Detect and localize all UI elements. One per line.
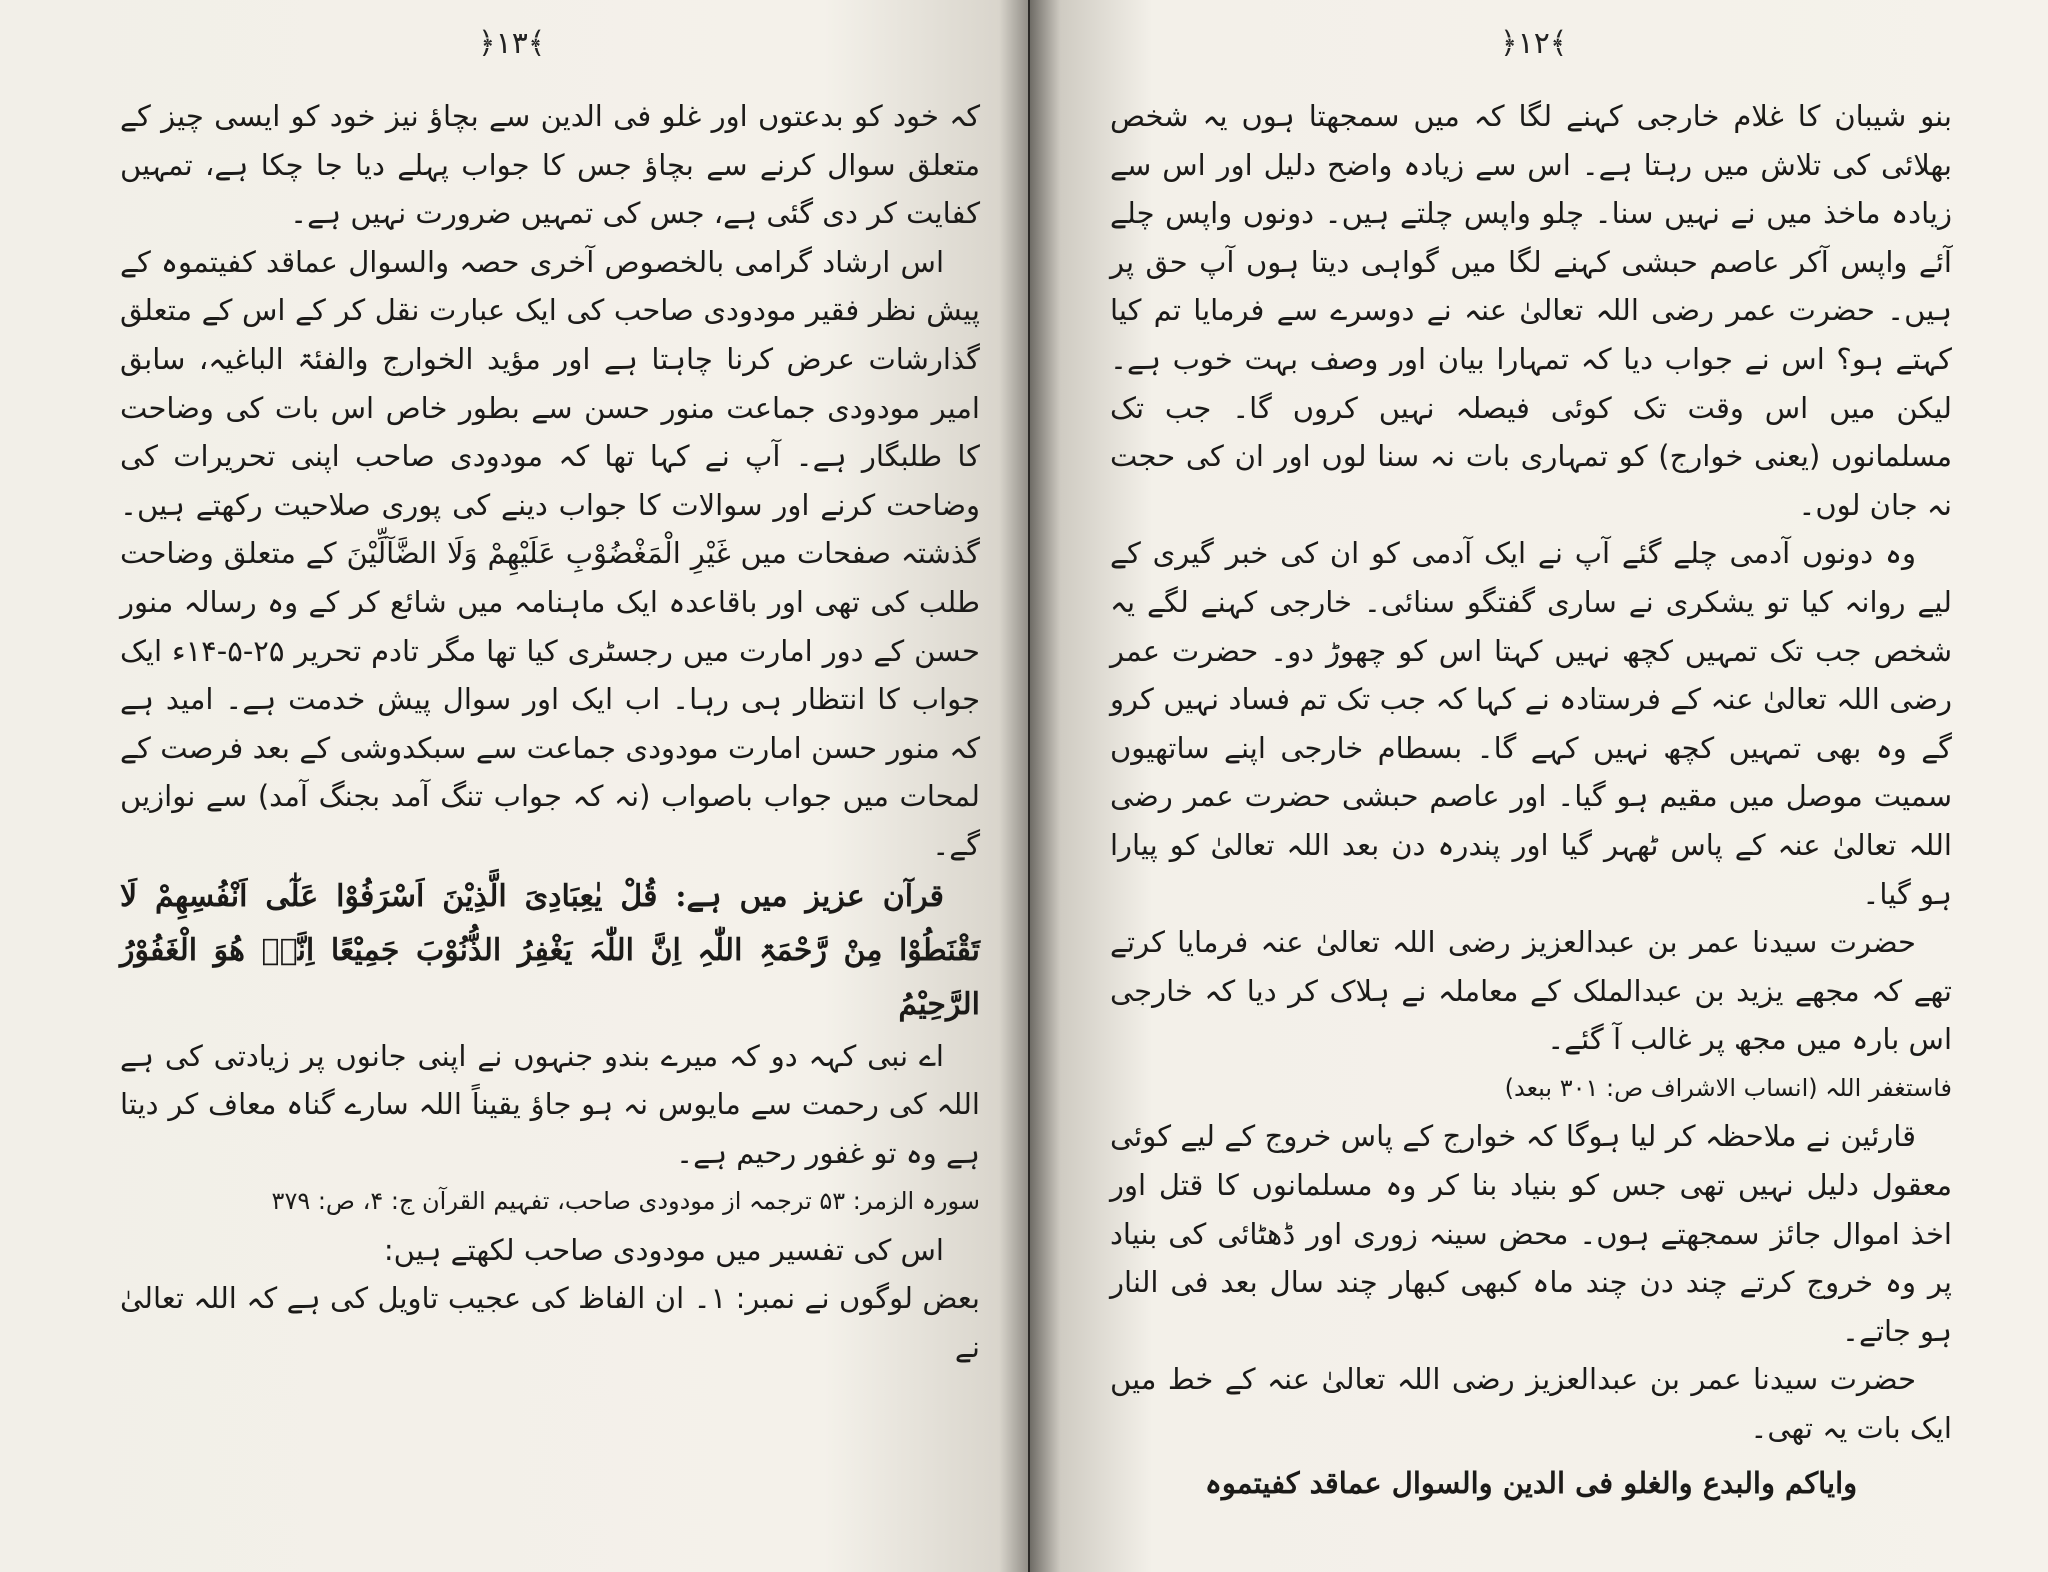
paragraph: کہ خود کو بدعتوں اور غلو فی الدین سے بچاؤ نیز خود کو ایسی چیز کے متعلق سوال کرنے سے بچاؤ جس کا جواب پہلے دیا جا چکا ہے، تمہیں کفایت کر دی گئی ہے، جس کی تمہیں ضرورت نہیں ہے۔ — [120, 99, 980, 231]
quran-verse: قرآن عزیز میں ہے: قُلْ یٰعِبَادِیَ الَّذِیْنَ اَسْرَفُوْا عَلٰٓی اَنْفُسِھِمْ لَا تَقْنَطُوْا مِنْ رَّحْمَۃِ اللّٰہِ اِنَّ اللّٰہَ یَغْفِرُ الذُّنُوْبَ جَمِیْعًا اِنَّہٗ ھُوَ الْغَفُوْرُ الرَّحِیْمُ — [120, 878, 980, 1022]
paragraph: قارئین نے ملاحظہ کر لیا ہوگا کہ خوارج کے پاس خروج کے لیے کوئی معقول دلیل نہیں تھی جس کو بنیاد بنا کر وہ مسلمانوں کا قتل اور اخذ اموال جائز سمجھتے ہوں۔ محض سینہ زوری اور ڈھٹائی کی بنیاد پر وہ خروج کرتے چند دن چند ماہ کبھی کبھار چند سال بعد فی النار ہو جاتے۔ — [1110, 1119, 1952, 1348]
arabic-quote: وایاکم والبدع والغلو فی الدین والسوال عماقد کفیتموہ — [1204, 1465, 1858, 1500]
page-number: ﴿۱۲﴾ — [1500, 26, 1568, 61]
page-text — [1110, 92, 1952, 1507]
right-page — [1030, 0, 2048, 1572]
page-number: ﴿۱۳﴾ — [478, 26, 546, 61]
paragraph: بعض لوگوں نے نمبر: ۱۔ ان الفاظ کی عجیب تاویل کی ہے کہ اللہ تعالیٰ نے — [120, 1281, 980, 1365]
paragraph: حضرت سیدنا عمر بن عبدالعزیز رضی اللہ تعالیٰ عنہ کے خط میں ایک بات یہ تھی۔ — [1110, 1362, 1952, 1446]
translation-paragraph: اے نبی کہہ دو کہ میرے بندو جنہوں نے اپنی جانوں پر زیادتی کی ہے اللہ کی رحمت سے مایوس نہ ہو جاؤ یقیناً اللہ سارے گناہ معاف کر دیتا ہے وہ تو غفور رحیم ہے۔ — [120, 1038, 980, 1170]
paragraph: حضرت سیدنا عمر بن عبدالعزیز رضی اللہ تعالیٰ عنہ فرمایا کرتے تھے کہ مجھے یزید بن عبدالملک کے معاملہ نے ہلاک کر دیا کہ خارجی اس بارہ میں مجھ پر غالب آ گئے۔ — [1110, 925, 1952, 1057]
paragraph: اس کی تفسیر میں مودودی صاحب لکھتے ہیں: — [383, 1232, 944, 1267]
reference-line: سورہ الزمر: ۵۳ ترجمہ از مودودی صاحب، تفہیم القرآن ج: ۴، ص: ۳۷۹ — [271, 1187, 980, 1216]
paragraph: اس ارشاد گرامی بالخصوص آخری حصہ والسوال عماقد کفیتموہ کے پیش نظر فقیر مودودی صاحب کی ایک عبارت نقل کر کے اس کے متعلق گذارشات عرض کرنا چاہتا ہے اور مؤید الخوارج والفئۃ الباغیہ، سابق امیر مودودی جماعت منور حسن سے بطور خاص اس بات کی وضاحت کا طلبگار ہے۔ آپ نے کہا تھا کہ مودودی صاحب اپنی تحریرات کی وضاحت کرنے اور سوالات کا جواب دینے کی پوری صلاحیت رکھتے ہیں۔ گذشتہ صفحات میں غَیْرِ الْمَغْضُوْبِ عَلَیْھِمْ وَلَا الضَّآلِّیْنَ کے متعلق وضاحت طلب کی تھی اور باقاعدہ ایک ماہنامہ میں شائع کر کے وہ رسالہ منور حسن کے دور امارت میں رجسٹری کیا تھا مگر تادم تحریر ۲۵-۵-۱۴ء ایک جواب کا انتظار ہی رہا۔ اب ایک اور سوال پیش خدمت ہے۔ امید ہے کہ منور حسن امارت مودودی جماعت سے سبکدوشی کے بعد فرصت کے لمحات میں جواب باصواب (نہ کہ جواب تنگ آمد بجنگ آمد) سے نوازیں گے۔ — [120, 244, 980, 862]
page-text — [120, 92, 980, 1372]
paragraph: بنو شیبان کا غلام خارجی کہنے لگا کہ میں سمجھتا ہوں یہ شخص بھلائی کی تلاش میں رہتا ہے۔ اس سے زیادہ واضح دلیل اور اس سے زیادہ ماخذ میں نے نہیں سنا۔ چلو واپس چلتے ہیں۔ دونوں واپس چلے آئے واپس آکر عاصم حبشی کہنے لگا میں گواہی دیتا ہوں آپ حق پر ہیں۔ حضرت عمر رضی اللہ تعالیٰ عنہ نے دوسرے سے فرمایا تم کیا کہتے ہو؟ اس نے جواب دیا کہ تمہارا بیان اور وصف بہت خوب ہے۔ لیکن میں اس وقت تک کوئی فیصلہ نہیں کروں گا۔ جب تک مسلمانوں (یعنی خوارج) کو تمہاری بات نہ سنا لوں اور ان کی حجت نہ جان لوں۔ — [1110, 99, 1952, 522]
paragraph: وہ دونوں آدمی چلے گئے آپ نے ایک آدمی کو ان کی خبر گیری کے لیے روانہ کیا تو یشکری نے ساری گفتگو سنائی۔ خارجی کہنے لگے یہ شخص جب تک تمہیں کچھ نہیں کہتا اس کو چھوڑ دو۔ حضرت عمر رضی اللہ تعالیٰ عنہ کے فرستادہ نے کہا کہ جب تک تم فساد نہیں کرو گے وہ بھی تمہیں کچھ نہیں کہے گا۔ بسطام خارجی اپنے ساتھیوں سمیت موصل میں مقیم ہو گیا۔ اور عاصم حبشی حضرت عمر رضی اللہ تعالیٰ عنہ کے پاس ٹھہر گیا اور پندرہ دن بعد اللہ تعالیٰ کو پیارا ہو گیا۔ — [1110, 536, 1952, 911]
reference-line: فاستغفر اللہ (انساب الاشراف ص: ۳۰۱ ببعد) — [1504, 1073, 1952, 1102]
